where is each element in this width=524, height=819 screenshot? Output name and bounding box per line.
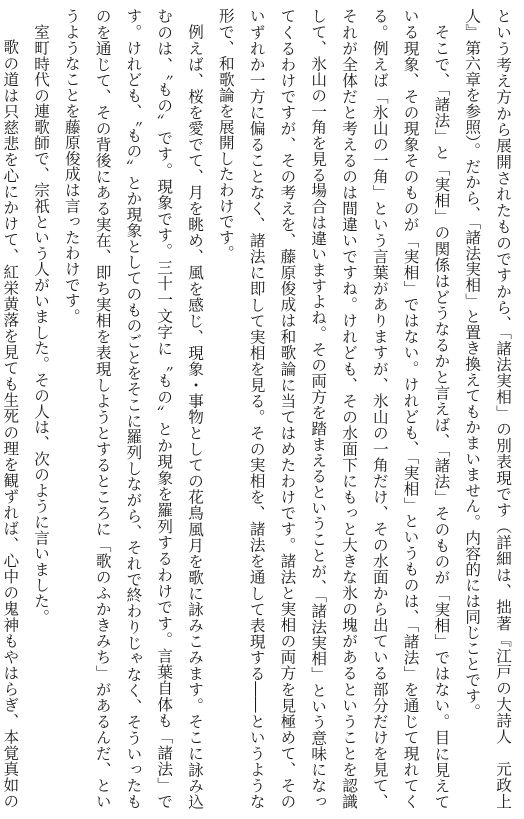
quote-line-1: 歌の道は只慈悲を心にかけて、紅栄黄落を見ても生死の理を観ずれば、心中の鬼神もやはらぎ、本覚真如の [1,39,20,809]
paragraph-3: 例えば、桜を愛でて、月を眺め、風を感じ、現象・事物としての花鳥風月を歌に詠みこみます。そこに詠み込むのは、〝もの〟です。現象です。三十一文字に〝もの〟とか現象を羅列するわけです。言葉自体も「諸法」です。けれども、〝もの〟とか現象としてのものごとをそこに羅列しながら、それで終わりじゃなく、そういったものを通じて、その背後にある実在、即ち実相を表現しようとするところに「歌のふかきみち」があるんだ、というようなことを藤原俊成は言ったわけです。 [62,8,205,809]
sogi-quote [0,8,25,809]
paragraph-4: 室町時代の連歌師で、宗祇という人がいました。その人は、次のように言いました。 [32,23,51,624]
paragraph-2: そこで、「諸法」と「実相」の関係はどうなるかと言えば、「諸法」そのものが「実相」ではない。目に見えている現象、その現象そのものが「実相」ではない。けれども、「実相」というものは、「諸法」を通じて現れてくる。例えば「氷山の一角」という言葉がありますが、氷山の一角だけ、その水面から出ている部分だけを見て、それが全体だと考えるのは間違いですね。けれども、その水面下にもっと大きな氷の塊があるということを認識して、氷山の一角を見る場合は違いますよね。その両方を踏まえるということが、「諸法実相」という意味になってくるわけですが、その考えを、藤原俊成は和歌論に当てはめたわけです。諸法と実相の両方を見極めて、そのいずれか一方に偏ることなく、諸法に即して実相を見る。その実相を、諸法を通して表現する――というような形で、和歌論を展開したわけです。 [216,8,451,809]
paragraph-1: という考え方から展開されたものですから、「諸法実相」の別表現です（詳細は、拙著『江戸の大詩人 元政上人』第六章を参照）。だから、「諸法実相」と置き換えてもかまいません。内容的には同じことです。 [463,8,512,809]
